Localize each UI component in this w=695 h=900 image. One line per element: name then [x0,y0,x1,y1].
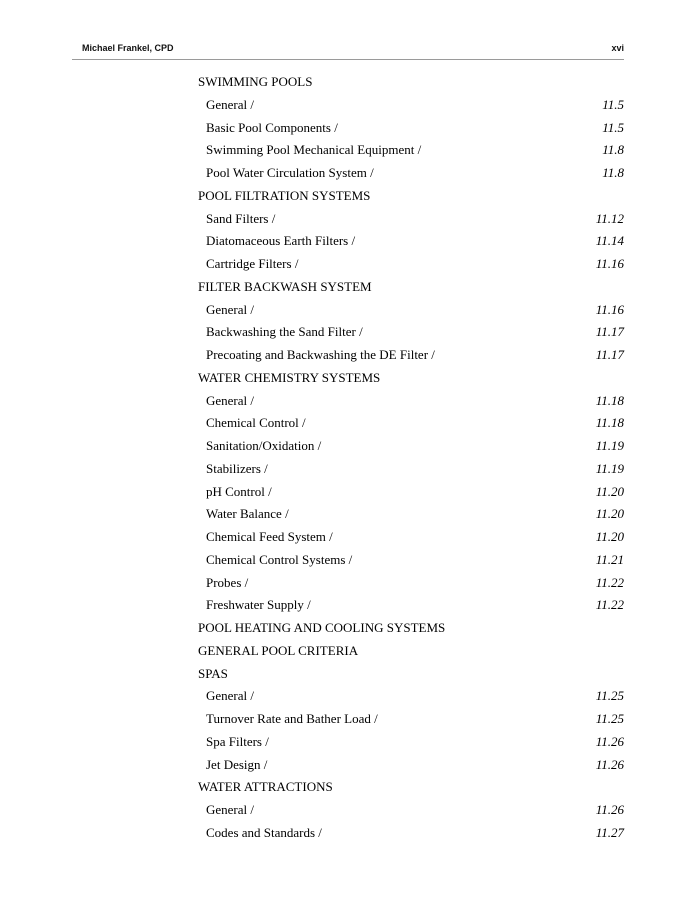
toc-page-number: 11.26 [595,756,624,772]
toc-entry[interactable] [198,549,624,572]
toc-entry[interactable] [198,708,624,731]
toc-page-number: 11.22 [595,597,624,613]
toc-title: General / [206,392,255,408]
toc-page-number: 11.20 [595,529,624,544]
toc-title: SPAS [198,665,228,681]
page-number: xvi [611,43,624,53]
toc-title: General / [206,802,255,817]
toc-title: Chemical Feed System / [206,529,333,544]
toc-title: FILTER BACKWASH SYSTEM [198,278,372,294]
toc-title: Spa Filters / [206,733,269,749]
toc-entry[interactable] [198,822,624,845]
toc-entry[interactable] [198,526,624,549]
toc-page-number: 11.5 [602,119,624,135]
toc-page-number: 11.18 [595,392,624,408]
toc-page-number: 11.8 [602,142,624,158]
toc-entry[interactable] [198,685,624,708]
toc-entry[interactable] [198,594,624,617]
toc-title: POOL HEATING AND COOLING SYSTEMS [198,620,446,635]
toc-title: WATER CHEMISTRY SYSTEMS [198,369,381,385]
toc-page-number: 11.22 [595,574,624,590]
toc-page-number: 11.5 [602,96,624,112]
toc-page-number: 11.16 [595,256,624,271]
toc-title: Basic Pool Components / [206,119,338,135]
toc-title: Probes / [206,574,249,590]
toc-entry[interactable] [198,481,624,504]
toc-page-number: 11.27 [595,824,624,840]
toc-title: Sand Filters / [206,210,276,226]
toc-page-number: 11.17 [595,324,624,340]
toc-title: General / [206,301,255,317]
toc-entry[interactable] [198,754,624,777]
toc-page-number: 11.8 [602,165,624,180]
toc-page-number: 11.26 [595,733,624,749]
toc-entry[interactable] [198,117,624,140]
toc-title: Codes and Standards / [206,824,322,840]
toc-title: Chemical Control / [206,415,306,431]
toc-entry[interactable] [198,458,624,481]
toc-title: Stabilizers / [206,460,268,476]
toc-page-number: 11.16 [595,301,624,317]
toc-title: Water Balance / [206,506,289,522]
toc-title: Freshwater Supply / [206,597,311,613]
table-of-contents [198,71,624,845]
toc-entry[interactable] [198,412,624,435]
toc-title: Pool Water Circulation System / [206,165,374,180]
toc-entry[interactable] [198,799,624,822]
toc-entry[interactable] [198,390,624,413]
toc-entry[interactable] [198,299,624,322]
toc-section-heading [198,663,624,686]
author-name: Michael Frankel, CPD [82,43,174,53]
toc-title: GENERAL POOL CRITERIA [198,642,359,658]
toc-title: Swimming Pool Mechanical Equipment / [206,142,422,158]
toc-entry[interactable] [198,435,624,458]
toc-title: Chemical Control Systems / [206,551,353,567]
toc-page-number: 11.14 [595,233,624,249]
toc-entry[interactable] [198,230,624,253]
toc-title: pH Control / [206,483,272,499]
toc-page-number: 11.19 [595,438,624,453]
toc-title: POOL FILTRATION SYSTEMS [198,187,371,203]
toc-page-number: 11.19 [595,460,624,476]
toc-entry[interactable] [198,344,624,367]
toc-title: Jet Design / [206,756,268,772]
toc-title: Precoating and Backwashing the DE Filter / [206,347,435,362]
toc-entry[interactable] [198,139,624,162]
toc-page-number: 11.18 [595,415,624,431]
toc-page-number: 11.17 [595,347,624,362]
toc-title: Backwashing the Sand Filter / [206,324,363,340]
toc-page-number: 11.12 [595,210,624,226]
toc-title: Diatomaceous Earth Filters / [206,233,356,249]
toc-title: Cartridge Filters / [206,256,299,271]
toc-section-heading [198,640,624,663]
toc-section-heading [198,276,624,299]
toc-section-heading [198,776,624,799]
toc-section-heading [198,185,624,208]
toc-entry[interactable] [198,572,624,595]
toc-section-heading [198,71,624,94]
page-header [82,43,624,57]
toc-section-heading [198,367,624,390]
toc-title: SWIMMING POOLS [198,74,313,89]
toc-page-number: 11.25 [595,711,624,726]
toc-entry[interactable] [198,253,624,276]
toc-page-number: 11.25 [595,688,624,704]
toc-entry[interactable] [198,731,624,754]
toc-title: Sanitation/Oxidation / [206,438,322,453]
toc-entry[interactable] [198,503,624,526]
toc-page-number: 11.20 [595,506,624,522]
toc-entry[interactable] [198,208,624,231]
toc-entry[interactable] [198,94,624,117]
toc-entry[interactable] [198,162,624,185]
toc-page-number: 11.26 [595,802,624,817]
toc-page-number: 11.20 [595,483,624,499]
toc-page-number: 11.21 [595,551,624,567]
toc-title: General / [206,96,255,112]
toc-title: General / [206,688,255,704]
toc-title: Turnover Rate and Bather Load / [206,711,378,726]
toc-entry[interactable] [198,321,624,344]
header-divider [72,59,624,60]
toc-title: WATER ATTRACTIONS [198,779,333,795]
toc-section-heading [198,617,624,640]
